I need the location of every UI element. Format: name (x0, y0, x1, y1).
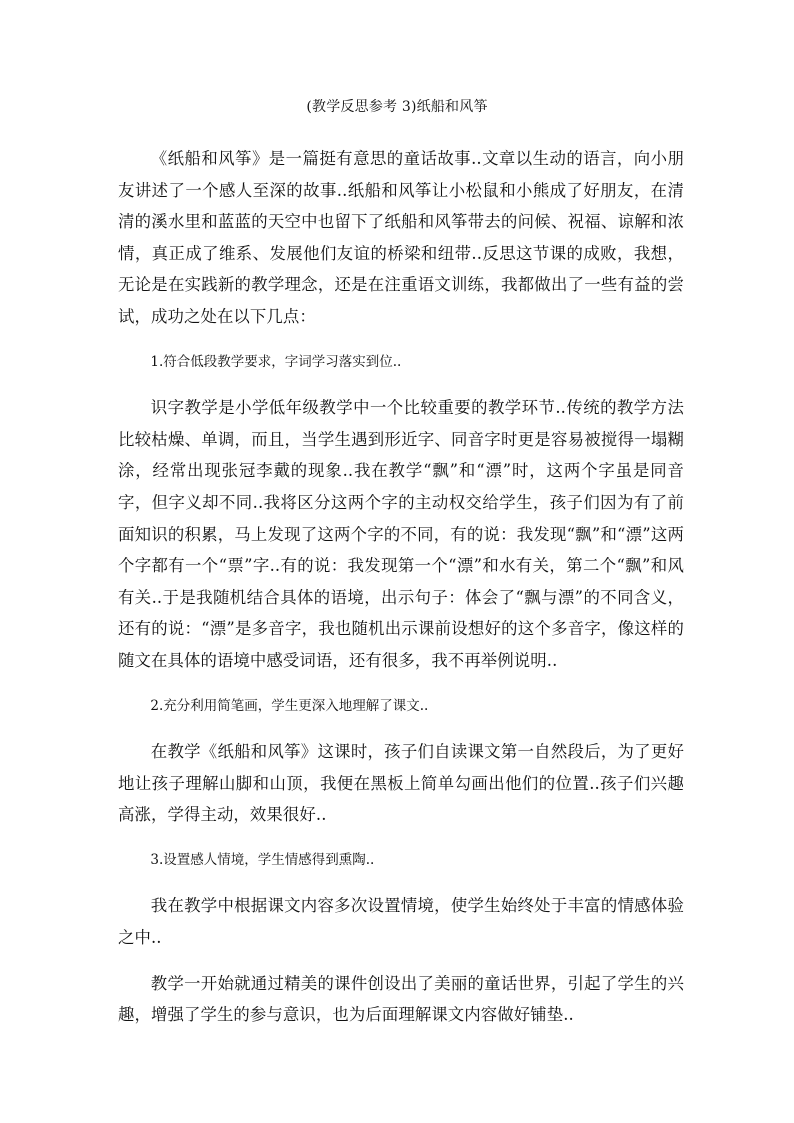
section-2-paragraph: 在教学《纸船和风筝》这课时，孩子们自读课文第一自然段后，为了更好地让孩子理解山脚和山顶，我便在黑板上简单勾画出他们的位置..孩子们兴趣高涨，学得主动，效果很好.. (118, 742, 684, 825)
section-3-paragraph-2: 教学一开始就通过精美的课件创设出了美丽的童话世界，引起了学生的兴趣，增强了学生的参与意识，也为后面理解课文内容做好铺垫.. (118, 973, 684, 1025)
section-heading-2: 2.充分利用简笔画，学生更深入地理解了课文.. (150, 697, 429, 714)
section-heading-1: 1.符合低段教学要求，字词学习落实到位.. (150, 353, 402, 370)
section-3-paragraph-1: 我在教学中根据课文内容多次设置情境，使学生始终处于丰富的情感体验之中.. (118, 896, 684, 948)
document-title: (教学反思参考 3)纸船和风筝 (306, 99, 488, 115)
intro-paragraph: 《纸船和风筝》是一篇挺有意思的童话故事..文章以生动的语言，向小朋友讲述了一个感人至深的故事..纸船和风筝让小松鼠和小熊成了好朋友，在清清的溪水里和蓝蓝的天空中也留下了纸船和风筝带去的问候、祝福、谅解和浓情，真正成了维系、发展他们友谊的桥梁和纽带..反思这节课的成败，我想，无论是在实践新的教学理念，还是在注重语文训练，我都做出了一些有益的尝试，成功之处在以下几点： (118, 149, 684, 326)
section-heading-3: 3.设置感人情境，学生情感得到熏陶.. (150, 851, 375, 868)
document-body (118, 143, 684, 1031)
section-1-paragraph: 识字教学是小学低年级教学中一个比较重要的教学环节..传统的教学方法比较枯燥、单调，而且，当学生遇到形近字、同音字时更是容易被搅得一塌糊涂，经常出现张冠李戴的现象..我在教学“飘”和“漂”时，这两个字虽是同音字，但字义却不同..我将区分这两个字的主动权交给学生，孩子们因为有了前面知识的积累，马上发现了这两个字的不同，有的说：我发现“飘”和“漂”这两个字都有一个“票”字..有的说：我发现第一个“漂”和水有关，第二个“飘”和风有关..于是我随机结合具体的语境，出示句子：体会了“飘与漂”的不同含义，还有的说：“漂”是多音字，我也随机出示课前设想好的这个多音字，像这样的随文在具体的语境中感受词语，还有很多，我不再举例说明.. (118, 398, 684, 670)
